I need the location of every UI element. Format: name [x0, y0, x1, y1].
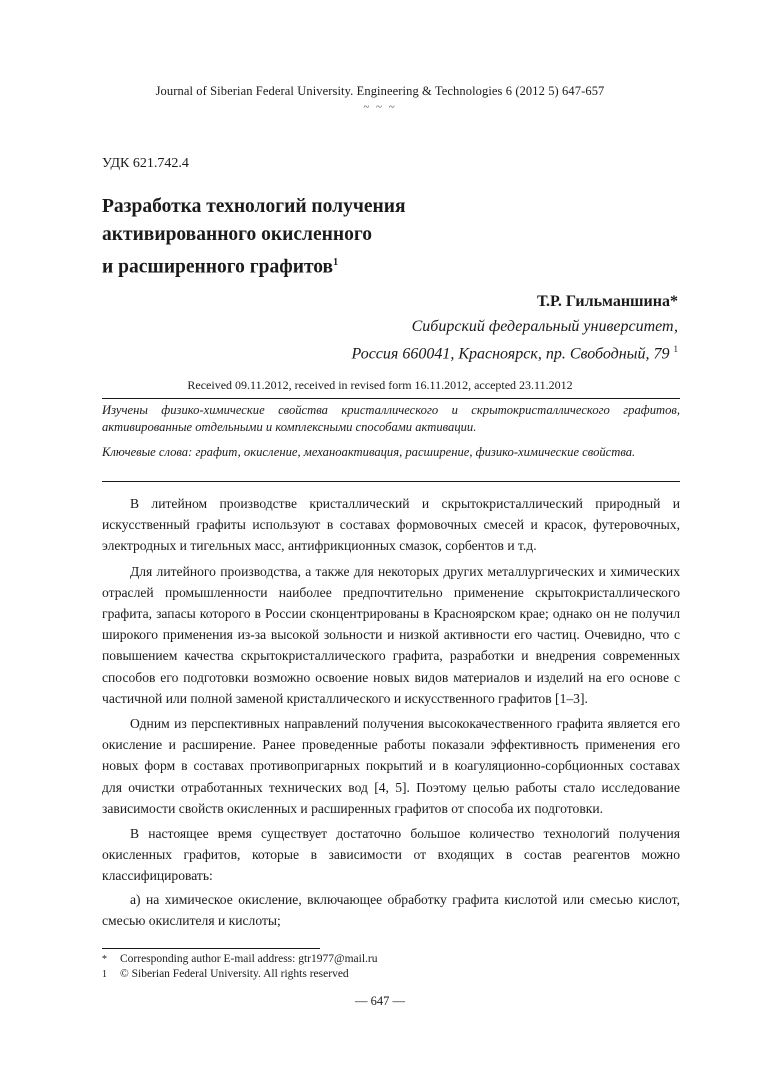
affiliation-line: Россия 660041, Красноярск, пр. Свободный, 79 $^1$ — [351, 344, 678, 363]
title-line: и расширенного графитов$^1$ — [102, 256, 339, 278]
body-paragraph: а) на химическое окисление, включающее обработку графита кислотой или смесью кислот, смесью окислителя и кислоты; — [102, 891, 680, 928]
body-paragraph: В настоящее время существует достаточно большое количество технологий получения окисленных графитов, которые в зависимости от входящих в состав реагентов можно классифицировать: — [102, 826, 680, 884]
author-name: Т.Р. Гильманшина* — [536, 293, 678, 310]
abstract-bottom-rule — [102, 481, 680, 482]
article-body — [102, 493, 680, 933]
header-ornament: ~ ~ ~ — [363, 101, 397, 113]
affiliation-mark: 1 — [673, 344, 678, 354]
footnotes — [102, 952, 680, 982]
body-paragraph: Одним из перспективных направлений получения высококачественного графита является его окисление и расширение. Ранее проведенные работы показали эффективность применения его новых форм в составах противопригарных покрытий и в коагуляционно-сорбционных составах для очистки отработанных технических вод [4, 5]. Поэтому целью работы стало исследование зависимости свойств окисленных и расширенных графитов от способа их подготовки. — [102, 716, 680, 816]
article-title — [102, 193, 522, 282]
footnote-separator — [102, 948, 320, 949]
author-affiliation — [258, 316, 678, 365]
udk-code: УДК 621.742.4 — [102, 156, 189, 171]
footnote — [102, 967, 680, 982]
received-dates: Received 09.11.2012, received in revised form 16.11.2012, accepted 23.11.2012 — [187, 378, 573, 392]
page-number: — 647 — — [355, 994, 405, 1008]
journal-header: Journal of Siberian Federal University. Engineering & Technologies 6 (2012 5) 647-657 — [155, 84, 605, 98]
footnote-mark: * — [102, 954, 107, 965]
title-line: активированного окисленного — [102, 224, 372, 245]
footnote-mark: 1 — [102, 969, 107, 980]
footnote-text: Corresponding author E-mail address: gtr1977@mail.ru — [120, 953, 378, 965]
abstract: Изучены физико-химические свойства кристаллического и скрытокристаллического графитов, активированные отдельными и комплексными способами активации. — [102, 403, 680, 434]
body-paragraph: В литейном производстве кристаллический и скрытокристаллический природный и искусственный графиты используют в составах формовочных смесей и красок, футеровочных, электродных и тигельных масс, антифрикционных смазок, сорбентов и т.д. — [102, 496, 680, 554]
affiliation-line: Сибирский федеральный университет, — [411, 318, 678, 335]
title-line: Разработка технологий получения — [102, 196, 406, 217]
keywords: Ключевые слова: графит, окисление, механоактивация, расширение, физико-химические свойства. — [102, 445, 636, 459]
body-paragraph: Для литейного производства, а также для некоторых других металлургических и химических отраслей промышленности наиболее предпочтительно применение скрытокристаллического графита, запасы которого в России сконцентрированы в Красноярском крае; однако он не получил широкого применения из-за высокой зольности и низкой активности его частиц. Очевидно, что с повышением качества скрытокристаллического графита, разработки и внедрения современных способов его подготовки возможно освоение новых видов материалов и изделий на его основе с частичной или полной заменой кристаллического и искусственного графитов [1–3]. — [102, 563, 680, 706]
title-footnote-mark: 1 — [333, 257, 339, 268]
abstract-top-rule — [102, 398, 680, 399]
footnote — [102, 952, 680, 967]
footnote-text: © Siberian Federal University. All rights reserved — [120, 968, 349, 980]
